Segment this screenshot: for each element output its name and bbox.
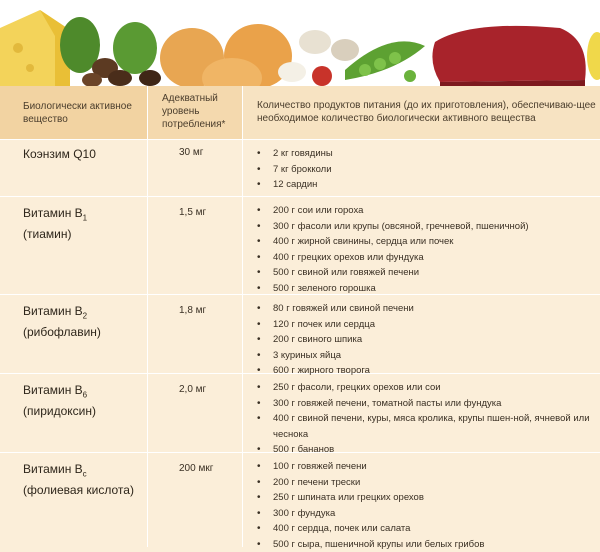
substance-subscript: 2 <box>83 311 87 320</box>
intake-cell <box>148 197 243 294</box>
substance-name: Витамин $B_1$ (тиамин) <box>23 205 87 243</box>
substance-alt-name: (пиридоксин) <box>23 404 96 418</box>
header-cell-substance <box>0 86 148 139</box>
mushroom-shape <box>278 62 306 82</box>
list-item: • 3 куриных яйца <box>257 348 595 364</box>
intake-amount: 1,8 мг <box>179 305 206 316</box>
list-item: • 200 г сои или гороха <box>257 203 595 219</box>
substance-cell <box>0 295 148 373</box>
intake-cell <box>148 453 243 547</box>
products-cell <box>243 140 600 196</box>
products-cell <box>243 197 600 294</box>
products-cell <box>243 374 600 452</box>
pea-shape <box>404 70 416 82</box>
leaf-shape <box>113 22 157 74</box>
intake-amount: 1,5 мг <box>179 207 206 218</box>
food-list <box>257 380 595 458</box>
intake-cell <box>148 374 243 452</box>
list-item: • 600 г жирного творога <box>257 363 595 379</box>
substance-cell <box>0 140 148 196</box>
vitamin-table <box>0 86 600 547</box>
list-item: • 7 кг брокколи <box>257 162 595 178</box>
header-cell-intake <box>148 86 243 139</box>
table-row <box>0 374 600 453</box>
substance-alt-name: (рибофлавин) <box>23 325 101 339</box>
list-item: • 12 сардин <box>257 177 595 193</box>
list-item: • 400 г грецких орехов или фундука <box>257 250 595 266</box>
food-list <box>257 203 595 296</box>
nut-shape <box>139 70 161 86</box>
pea-shape <box>359 64 371 76</box>
substance-name: Витамин $B_c$ (фолиевая кислота) <box>23 461 134 499</box>
intake-cell <box>148 140 243 196</box>
substance-subscript: c <box>83 469 87 478</box>
table-row <box>0 197 600 295</box>
list-item: • 200 г печени трески <box>257 475 595 491</box>
intake-amount: 200 мкг <box>179 463 213 474</box>
header-cell-products <box>243 86 600 139</box>
intake-amount: 2,0 мг <box>179 384 206 395</box>
cheese-hole-shape <box>13 43 23 53</box>
intake-amount: 30 мг <box>179 147 203 158</box>
mushroom-shape <box>331 39 359 61</box>
pea-shape <box>389 52 401 64</box>
substance-name: Витамин $B_2$ (рибофлавин) <box>23 303 101 341</box>
substance-cell <box>0 453 148 547</box>
list-item: • 400 г жирной свинины, сердца или почек <box>257 234 595 250</box>
list-item: • 250 г фасоли, грецких орехов или сои <box>257 380 595 396</box>
substance-subscript: 1 <box>83 213 87 222</box>
food-list <box>257 459 595 552</box>
list-item: • 300 г говяжей печени, томатной пасты или фундука <box>257 396 595 412</box>
list-item: • 400 г свиной печени, куры, мяса кролика, крупы пшен-ной, ячневой или чеснока <box>257 411 595 442</box>
pea-shape <box>374 58 386 70</box>
list-item: • 2 кг говядины <box>257 146 595 162</box>
food-banner-image <box>0 0 600 86</box>
list-item: • 400 г сердца, почек или салата <box>257 521 595 537</box>
list-item: • 250 г шпината или грецких орехов <box>257 490 595 506</box>
cheese-hole-shape <box>26 64 34 72</box>
list-item: • 80 г говяжей или свиной печени <box>257 301 595 317</box>
header-substance-label: Биологически активное вещество <box>23 100 143 126</box>
substance-cell <box>0 197 148 294</box>
list-item: • 500 г бананов <box>257 442 595 458</box>
table-row <box>0 140 600 197</box>
food-list <box>257 146 595 193</box>
mushroom-shape <box>299 30 331 54</box>
list-item: • 120 г почек или сердца <box>257 317 595 333</box>
lemon-shape <box>587 32 600 80</box>
substance-name: Витамин $B_6$ (пиридоксин) <box>23 382 96 420</box>
substance-name: Коэнзим Q10 <box>23 146 96 163</box>
intake-cell <box>148 295 243 373</box>
nut-shape <box>108 70 132 86</box>
list-item: • 300 г фундука <box>257 506 595 522</box>
substance-alt-name: (тиамин) <box>23 227 71 241</box>
table-row <box>0 453 600 547</box>
table-row <box>0 295 600 374</box>
meat-shape <box>432 26 585 82</box>
list-item: • 500 г свиной или говяжей печени <box>257 265 595 281</box>
tomato-shape <box>312 66 332 86</box>
list-item: • 500 г сыра, пшеничной крупы или белых грибов <box>257 537 595 552</box>
substance-cell <box>0 374 148 452</box>
products-cell <box>243 453 600 547</box>
list-item: • 300 г фасоли или крупы (овсяной, гречневой, пшеничной) <box>257 219 595 235</box>
list-item: • 200 г свиного шпика <box>257 332 595 348</box>
food-list <box>257 301 595 379</box>
list-item: • 100 г говяжей печени <box>257 459 595 475</box>
list-item: • 500 г зеленого горошка <box>257 281 595 297</box>
header-products-label: Количество продуктов питания (до их приготовления), обеспечиваю-щее необходимое количество биологически активного вещества <box>257 99 597 125</box>
substance-alt-name: (фолиевая кислота) <box>23 483 134 497</box>
products-cell <box>243 295 600 373</box>
table-header-row <box>0 86 600 140</box>
substance-subscript: 6 <box>83 390 87 399</box>
header-intake-label: Адекватный уровень потребления* <box>162 92 240 131</box>
food-illustration <box>0 0 600 86</box>
